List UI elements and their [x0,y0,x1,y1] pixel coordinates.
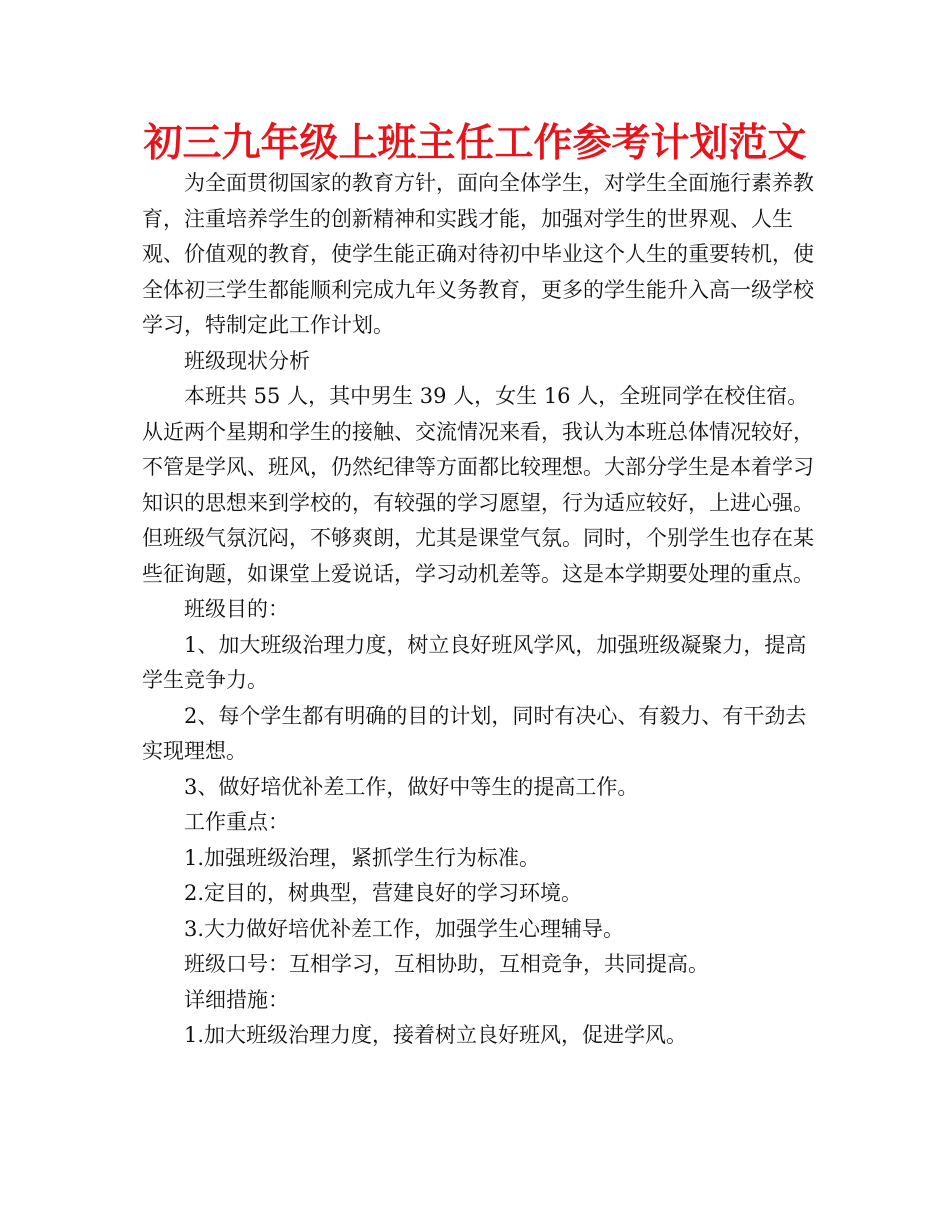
heading-work-focus: 工作重点： [184,810,289,834]
goal-item-1: 1、加大班级治理力度，树立良好班风学风，加强班级凝聚力，提高学生竞争力。 [142,632,807,692]
heading-class-goals: 班级目的： [184,597,289,621]
measure-item-1: 1.加大班级治理力度，接着树立良好班风，促进学风。 [184,1023,688,1047]
heading-detailed-measures: 详细措施： [184,987,289,1012]
intro-paragraph: 为全面贯彻国家的教育方针，面向全体学生，对学生全面施行素养教育，注重培养学生的创新精神和实践才能，加强对学生的世界观、人生观、价值观的教育，使学生能正确对待初中毕业这个人生的重要转机，使全体初三学生都能顺利完成九年义务教育，更多的学生能升入高一级学校学习，特制定此工作计划。 [142,171,814,337]
document-title: 初三九年级上班主任工作参考计划范文 [143,121,807,166]
heading-class-status: 班级现状分析 [184,348,310,373]
class-slogan: 班级口号：互相学习，互相协助，互相竞争，共同提高。 [184,952,709,976]
focus-item-3: 3.大力做好培优补差工作，加强学生心理辅导。 [184,916,625,941]
class-status-paragraph: 本班共 55 人，其中男生 39 人，女生 16 人，全班同学在校住宿。从近两个星期和学生的接触、交流情况来看，我认为本班总体情况较好，不管是学风、班风，仍然纪律等方面都比较理想。大部分学生是本着学习知识的思想来到学校的，有较强的学习愿望，行为适应较好，上进心强。但班级气氛沉闷，不够爽朗，尤其是课堂气氛。同时，个别学生也存在某些征询题，如课堂上爱说话，学习动机差等。这是本学期要处理的重点。 [142,384,814,586]
document-body [142,166,822,1054]
goal-item-2: 2、每个学生都有明确的目的计划，同时有决心、有毅力、有干劲去实现理想。 [142,703,807,763]
goal-item-3: 3、做好培优补差工作，做好中等生的提高工作。 [184,774,639,799]
focus-item-1: 1.加强班级治理，紧抓学生行为标准。 [184,845,541,870]
focus-item-2: 2.定目的，树典型，营建良好的学习环境。 [184,881,583,905]
